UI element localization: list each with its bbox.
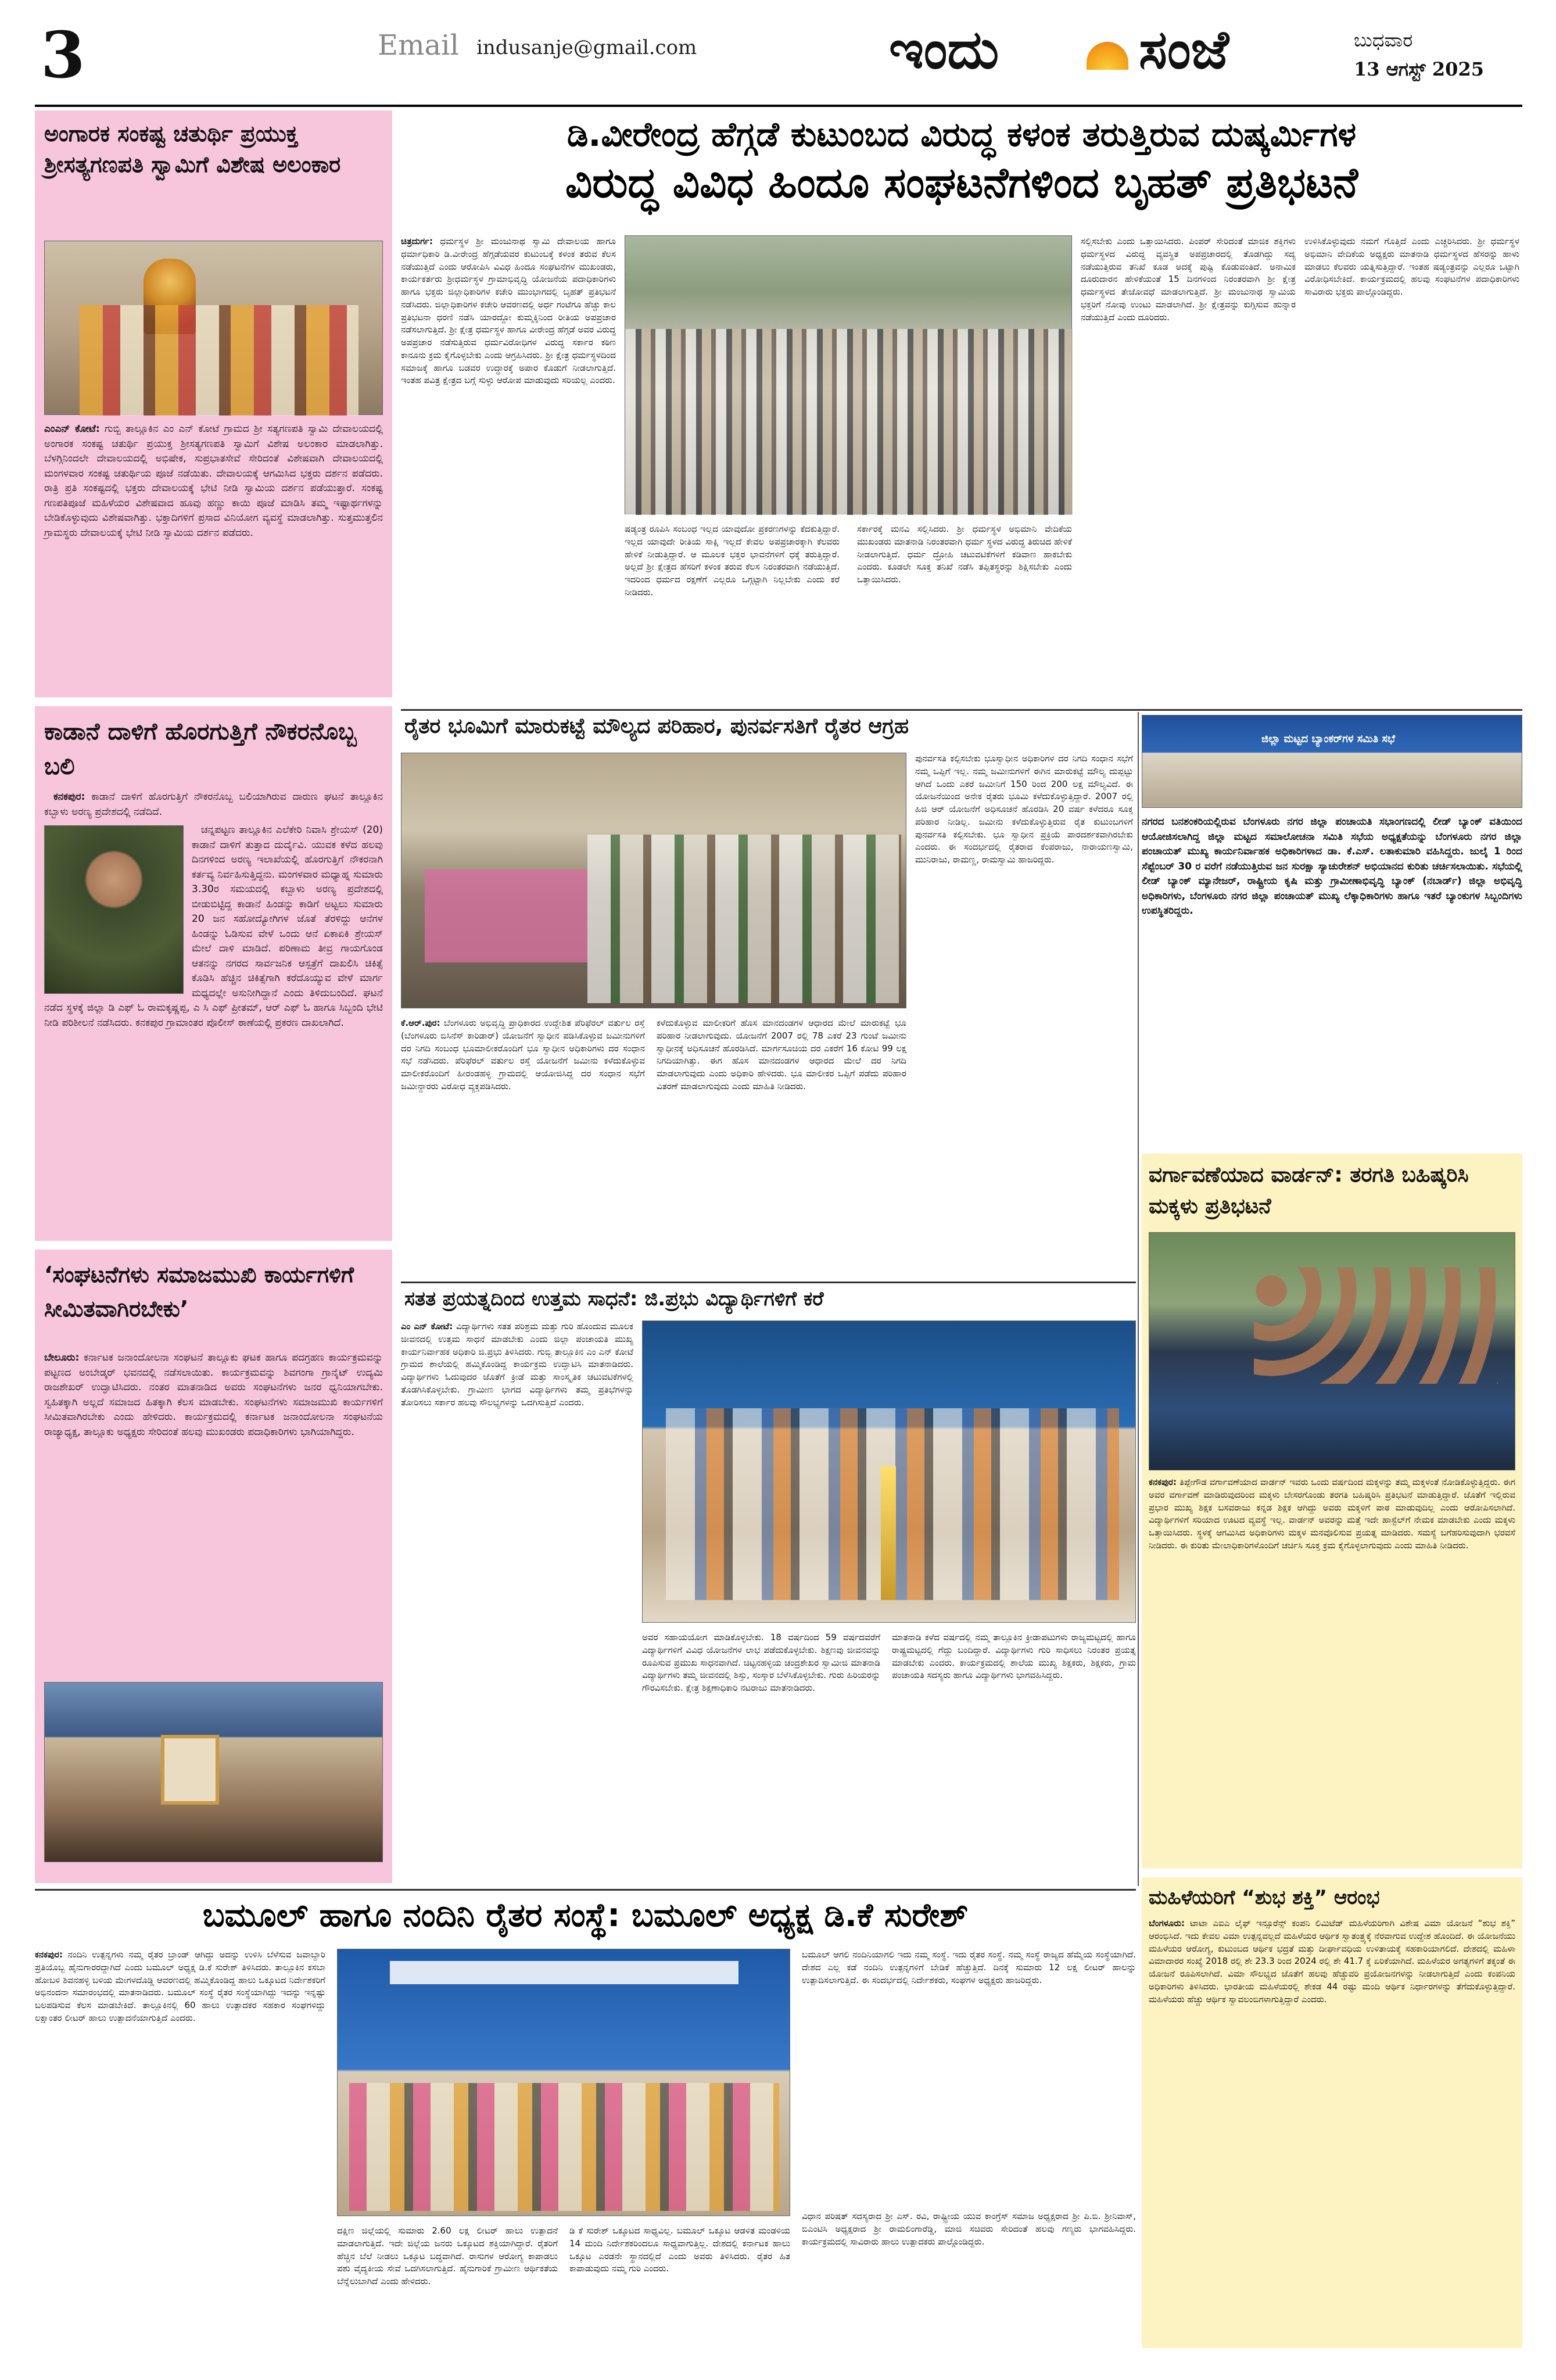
story-elephant-headline: ಕಾಡಾನೆ ದಾಳಿಗೆ ಹೊರಗುತ್ತಿಗೆ ನೌಕರನೊಬ್ಬ ಬಲಿ [44,718,357,780]
logo-text-right: ಸಂಜೆ [1139,19,1229,81]
story-prabhu-col3: ಮಾತನಾಡಿ ಕಳೆದ ವರ್ಷದಲ್ಲಿ ನಮ್ಮ ತಾಲ್ಲೂಕಿನ ಕ್ರೀಡಾಪಟುಗಳು ರಾಜ್ಯಮಟ್ಟದಲ್ಲಿ ಹಾಗೂ ರಾಷ್ಟ್ರಮಟ್ಟದಲ್ಲಿ ಗೆದ್ದು ಬಂದಿದ್ದಾರೆ. ವಿದ್ಯಾರ್ಥಿಗಳು ಗುರಿ ಸಾಧಿಸಲು ನಿರಂತರ ಪ್ರಯತ್ನ ಮಾಡಬೇಕು ಎಂದರು. ಕಾರ್ಯಕ್ರಮದಲ್ಲಿ ಶಾಲೆಯ ಮುಖ್ಯ ಶಿಕ್ಷಕರು, ಶಿಕ್ಷಕರು, ಗ್ರಾಮ ಪಂಚಾಯತಿ ಸದಸ್ಯರು ಹಾಗೂ ವಿದ್ಯಾರ್ಥಿಗಳು ಭಾಗವಹಿಸಿದ್ದರು. [892,1632,1136,1681]
story-prabhu [401,1286,1136,1884]
divider-bamul [35,1889,1136,1891]
story-warden-headline: ವರ್ಗಾವಣೆಯಾದ ವಾರ್ಡನ್: ತರಗತಿ ಬಹಿಷ್ಕರಿಸಿ ಮಕ್ಕಳು ಪ್ರತಿಭಟನೆ [1149,1163,1469,1218]
photo-victim [44,825,184,994]
officials-table [425,869,587,962]
story-raitara-col1: ಕೆ.ಆರ್.ಪುರ: ಬೆಂಗಳೂರು ಅಭಿವೃದ್ಧಿ ಪ್ರಾಧಿಕಾರದ ಉದ್ದೇಶಿತ ಪೆರಿಫೆರಲ್ ವರ್ತುಲ ರಸ್ತೆ (ಬೆಂಗಳೂರು ಬಿಸಿನೆಸ್ ಕಾರಿಡಾರ್) ಯೋಜನೆಗೆ ಸ್ವಾಧೀನ ಪಡಿಸಿಕೊಳ್ಳುವ ಜಮೀನುಗಳಿಗೆ ದರ ನಿಗದಿ ಸಂಬಂಧ ಭೂಮಾಲೀಕರೊಂದಿಗೆ ಭೂ ಸ್ವಾಧೀನ ಅಧಿಕಾರಿಗಳು ದರ ಸಂಧಾನ ಸಭೆ ನಡೆಸಿದರು. ಪೆರಿಫೆರಲ್ ವರ್ತುಲ ರಸ್ತೆ ಯೋಜನೆಗೆ ಜಮೀನು ಕಳೆದುಕೊಳ್ಳುವ ಮಾಲೀಕರೊಂದಿಗೆ ಹೀರಂಡಹಳ್ಳಿ ಗ್ರಾಮದಲ್ಲಿ ಆಯೋಜಿಸಿದ್ದ ದರ ಸಂಧಾನ ಸಭೆಗೆ ಜಮೀನ್ದಾರರು ವಿರೋಧ ವ್ಯಕ್ತಪಡಿಸಿದರು. [401,1018,645,1091]
story-bamul-col5: ವಿಧಾನ ಪರಿಷತ್ ಸದಸ್ಯರಾದ ಶ್ರೀ ಎಸ್. ರವಿ, ರಾಷ್ಟ್ರೀಯ ಯುವ ಕಾಂಗ್ರೆಸ್ ಸಮಾಜ ಅಧ್ಯಕ್ಷರಾದ ಶ್ರೀ ಪಿ.ಬಿ. ಶ್ರೀನಿವಾಸ್, ಬಿಎಂಟಿಸಿ ಅಧ್ಯಕ್ಷರಾದ ಶ್ರೀ ರಾಮಲಿಂಗಾರೆಡ್ಡಿ, ಮಾಜಿ ಸಚಿವರು ಸೇರಿದಂತೆ ಹಲವು ಗಣ್ಯರು ಭಾಗವಹಿಸಿದ್ದರು. ಕಾರ್ಯಕ್ರಮದಲ್ಲಿ ಸಾವಿರಾರು ಹಾಲು ಉತ್ಪಾದಕರು ಪಾಲ್ಗೊಂಡಿದ್ದರು. [802,2211,1136,2247]
logo-text-left: ಇಂದು [889,19,999,81]
story-bamul-col1: ಕನಕಪುರ: ನಂದಿನಿ ಉತ್ಪನ್ನಗಳು ನಮ್ಮ ರೈತರ ಬ್ರಾಂಡ್ ಆಗಿದ್ದು ಅದನ್ನು ಉಳಿಸಿ ಬೆಳೆಸುವ ಜವಾಬ್ದಾರಿ ಪ್ರತಿಯೊಬ್ಬ ಹೈನುಗಾರರದ್ದಾಗಿದೆ ಎಂದು ಬಮೂಲ್ ಅಧ್ಯಕ್ಷ ಡಿ.ಕೆ ಸುರೇಶ್ ತಿಳಿಸಿದರು. ತಾಲ್ಲೂಕಿನ ಕಸಬಾ ಹೋಬಳಿ ಶಿವನಹಳ್ಳಿ ಬಳಿಯ ಮೇಗಳದೊಡ್ಡಿ ಆವರಣದಲ್ಲಿ ಹಮ್ಮಿಕೊಂಡಿದ್ದ ಹಾಲು ಒಕ್ಕೂಟದ ನಿರ್ದೇಶಕರಿಗೆ ಅಭಿನಂದನಾ ಸಮಾರಂಭದಲ್ಲಿ ಮಾತನಾಡಿದರು. ಬಮೂಲ್ ಸಂಸ್ಥೆ ರೈತರ ಸಂಸ್ಥೆಯಾಗಿದ್ದು ಇದನ್ನು ಇನ್ನಷ್ಟು ಬಲಪಡಿಸುವ ಕೆಲಸ ಮಾಡಬೇಕಿದೆ. ತಾಲ್ಲೂಕಿನಲ್ಲಿ 60 ಹಾಲು ಉತ್ಪಾದಕರ ಸಹಕಾರ ಸಂಘಗಳಿದ್ದು ಲಕ್ಷಾಂತರ ಲೀಟರ್ ಹಾಲು ಉತ್ಪಾದನೆಯಾಗುತ್ತಿದೆ ಎಂದರು. [35,1949,325,2023]
story-bamul-col4: ಬಮೂಲ್ ಆಗಲಿ ನಂದಿನಿಯಾಗಲಿ ಇದು ನಮ್ಮ ಸಂಸ್ಥೆ. ಇದು ರೈತರ ಸಂಸ್ಥೆ. ನಮ್ಮ ಸಂಸ್ಥೆ ರಾಜ್ಯದ ಹೆಮ್ಮೆಯ ಸಂಸ್ಥೆಯಾಗಿದೆ. ದೇಶದ ಎಲ್ಲ ಕಡೆ ನಂದಿನಿ ಉತ್ಪನ್ನಗಳಿಗೆ ಬೇಡಿಕೆ ಹೆಚ್ಚುತ್ತಿದೆ. ದಿನಕ್ಕೆ ಸುಮಾರು 12 ಲಕ್ಷ ಲೀಟರ್ ಹಾಲನ್ನು ಉತ್ಪಾದಿಸಲಾಗುತ್ತಿದೆ. ಈ ಸಂದರ್ಭದಲ್ಲಿ ನಿರ್ದೇಶಕರು, ಸಂಘಗಳ ಅಧ್ಯಕ್ಷರು ಹಾಜರಿದ್ದರು. [802,1949,1136,1985]
farmers-seated [587,835,901,1003]
photo-temple-alankara [44,241,383,415]
story-raitara-headline: ರೈತರ ಭೂಮಿಗೆ ಮಾರುಕಟ್ಟೆ ಮೌಲ್ಯದ ಪರಿಹಾರ, ಪುನರ್ವಸತಿಗೆ ರೈತರ ಆಗ್ರಹ [404,714,909,738]
photo-farmers-meeting [401,753,906,1008]
photo-bamul-felicitation [337,1949,790,2216]
lead-col2: ಷಡ್ಯಂತ್ರ ರೂಪಿಸಿ ಸಂಬಂಧ ಇಲ್ಲದ ಯಾವುದೋ ಪ್ರಕರಣಗಳನ್ನು ಕೆದಕುತ್ತಿದ್ದಾರೆ. ಇಲ್ಲದ ಯಾವುದೇ ರೀತಿಯ ಸಾಕ್ಷಿ ಇಲ್ಲದೆ ಕೇವಲ ಅಪಪ್ರಚಾರಕ್ಕಾಗಿ ಕೆಲವರು ಹೇಳಿಕೆ ನೀಡುತ್ತಿದ್ದಾರೆ. ಆ ಮೂಲಕ ಭಕ್ತರ ಭಾವನೆಗಳಿಗೆ ಧಕ್ಕೆ ತರುತ್ತಿದ್ದಾರೆ. ಅಲ್ಲದೆ ಶ್ರೀ ಕ್ಷೇತ್ರದ ಹೆಸರಿಗೆ ಕಳಂಕ ತರುವ ಕೆಲಸ ನಿರಂತರವಾಗಿ ನಡೆಯುತ್ತಿದೆ. ಇದರಿಂದ ಧರ್ಮದ ರಕ್ಷಣೆಗೆ ಎಲ್ಲರೂ ಒಗ್ಗಟ್ಟಾಗಿ ನಿಲ್ಲಬೇಕು ಎಂದು ಕರೆ ನೀಡಿದರು. [625,524,840,597]
lead-col3: ಸರ್ಕಾರಕ್ಕೆ ಮನವಿ ಸಲ್ಲಿಸಿದರು. ಶ್ರೀ ಧರ್ಮಸ್ಥಳ ಅಭಿಮಾನಿ ವೇದಿಕೆಯ ಮುಖಂಡರು ಮಾತನಾಡಿ ನಿರಂತರವಾಗಿ ಧರ್ಮ ಸ್ಥಳದ ವಿರುದ್ಧ ತಿರುಚಿದ ಹೇಳಿಕೆ ನೀಡಲಾಗುತ್ತಿದೆ. ಧರ್ಮ ದ್ರೋಹಿ ಚಟುವಟಿಕೆಗಳಿಗೆ ಕಡಿವಾಣ ಹಾಕಬೇಕು ಎಂದರು. ಕೂಡಲೇ ಸೂಕ್ತ ತನಿಖೆ ನಡೆಸಿ ತಪ್ಪಿತಸ್ಥರನ್ನು ಶಿಕ್ಷಿಸಬೇಕು ಎಂದು ಒತ್ತಾಯಿಸಿದರು. [857,524,1072,585]
student-faces [1254,1268,1498,1384]
felicitation-group [349,2083,779,2211]
story-warden-body: ಕನಕಪುರ: ತಿಪ್ಪೇಗೌಡ ವರ್ಗಾವಣೆಯಾದ ವಾರ್ಡನ್ ಇವರು ಒಂದು ವರ್ಷದಿಂದ ಮಕ್ಕಳನ್ನು ತಮ್ಮ ಮಕ್ಕಳಂತೆ ನೋಡಿಕೊಳ್ಳುತ್ತಿದ್ದರು. ಈಗ ಅವರ ವರ್ಗಾವಣೆ ಮಾಡಿರುವುದರಿಂದ ಮಕ್ಕಳು ಬೇಸರಗೊಂಡು ತರಗತಿ ಬಹಿಷ್ಕರಿಸಿ ಪ್ರತಿಭಟನೆ ಮಾಡುತ್ತಿದ್ದಾರೆ. ಜೊತೆಗೆ ಇಲ್ಲಿರುವ ಪ್ರಭಾರ ಮುಖ್ಯ ಶಿಕ್ಷಕ ಬಸವರಾಜು ಕನ್ನಡ ಶಿಕ್ಷಕ ಆಗಿದ್ದು ಅವರು ಮಕ್ಕಳಿಗೆ ಪಾಠ ಮಾಡುವುದಿಲ್ಲ ಎಂದು ಆರೋಪಿಸಲಾಗಿದೆ. ವಿದ್ಯಾರ್ಥಿಗಳಿಗೆ ಸರಿಯಾದ ಊಟದ ವ್ಯವಸ್ಥೆ ಇಲ್ಲ. ವಾರ್ಡನ್ ಅವರನ್ನು ಮತ್ತೆ ಇದೇ ಹಾಸ್ಟೆಲ್‌ಗೆ ನೇಮಕ ಮಾಡಬೇಕು ಎಂದು ಮಕ್ಕಳು ಒತ್ತಾಯಿಸಿದರು. ಸ್ಥಳಕ್ಕೆ ಆಗಮಿಸಿದ ಅಧಿಕಾರಿಗಳು ಮಕ್ಕಳ ಮನವೊಲಿಸುವ ಪ್ರಯತ್ನ ಮಾಡಿದರು. ಸಮಸ್ಯೆ ಬಗೆಹರಿಸುವುದಾಗಿ ಭರವಸೆ ನೀಡಿದರು. ಈ ಕುರಿತು ಮೇಲಾಧಿಕಾರಿಗಳೊಂದಿಗೆ ಚರ್ಚಿಸಿ ಸೂಕ್ತ ಕ್ರಮ ಕೈಗೊಳ್ಳಲಾಗುವುದು ಎಂದು ಮಾಹಿತಿ ನೀಡಿದರು. [1149,1477,1515,1551]
portrait-frame [161,1735,219,1805]
lead-headline-line2: ವಿರುದ್ಧ ವಿವಿಧ ಹಿಂದೂ ಸಂಘಟನೆಗಳಿಂದ ಬೃಹತ್ ಪ್ರತಿಭಟನೆ [565,158,1358,207]
photo-lamp-lighting [642,1320,1136,1623]
photo-students-protest [1149,1232,1515,1470]
story-prabhu-col2: ಅವರ ಸಹಾಯಯೋಗ ಮಾಡಿಕೊಳ್ಳಬೇಕು. 18 ವರ್ಷದಿಂದ 59 ವರ್ಷದವರೆಗೆ ವಿದ್ಯಾರ್ಥಿಗಳಿಗೆ ವಿವಿಧ ಯೋಜನೆಗಳ ಲಾಭ ಪಡೆದುಕೊಳ್ಳಬೇಕು. ಶಿಕ್ಷಣವು ಜೀವನವನ್ನು ರೂಪಿಸುವ ಪ್ರಮುಖ ಸಾಧನವಾಗಿದೆ. ಚಿಟ್ಟನಹಳ್ಳಿಯ ಚಂದ್ರಶೇಖರ ಸ್ವಾಮೀಜಿ ಮಾತನಾಡಿ ವಿದ್ಯಾರ್ಥಿಗಳು ತಮ್ಮ ಜೀವನದಲ್ಲಿ ಶಿಸ್ತು, ಸಂಸ್ಕಾರ ಬೆಳೆಸಿಕೊಳ್ಳಬೇಕು. ಗುರು ಹಿರಿಯರನ್ನು ಗೌರವಿಸಬೇಕು. ಕ್ಷೇತ್ರ ಶಿಕ್ಷಣಾಧಿಕಾರಿ ನಟರಾಜು ಮಾತನಾಡಿದರು. [642,1632,880,1693]
masthead-logo [889,17,1325,93]
story-shubha-body: ಬೆಂಗಳೂರು: ಟಾಟಾ ಎಐಎ ಲೈಫ್ ಇನ್ಸೂರೆನ್ಸ್ ಕಂಪನಿ ಲಿಮಿಟೆಡ್ ಮಹಿಳೆಯರಿಗಾಗಿ ವಿಶೇಷ ವಿಮಾ ಯೋಜನೆ “ಶುಭ ಶಕ್ತಿ” ಆರಂಭಿಸಿದೆ. ಇದು ಕೇವಲ ವಿಮಾ ಉತ್ಪನ್ನವಲ್ಲದೆ ಮಹಿಳೆಯರ ಆರ್ಥಿಕ ಸ್ವಾತಂತ್ರ್ಯಕ್ಕೆ ನೆರವಾಗುವ ಉದ್ದೇಶ ಹೊಂದಿದೆ. ಈ ಯೋಜನೆಯು ಮಹಿಳೆಯರ ಆರೋಗ್ಯ, ಕುಟುಂಬದ ಆರ್ಥಿಕ ಭದ್ರತೆ ಮತ್ತು ದೀರ್ಘಾವಧಿಯ ಉಳಿತಾಯಕ್ಕೆ ಸಹಕಾರಿಯಾಗಲಿದೆ. ದೇಶದಲ್ಲಿ ಮಹಿಳಾ ವಿಮಾದಾರರ ಸಂಖ್ಯೆ 2018 ರಲ್ಲಿ ಶೇ 23.3 ರಿಂದ 2024 ರಲ್ಲಿ ಶೇ 41.7 ಕ್ಕೆ ಏರಿಕೆಯಾಗಿದೆ. ಮಹಿಳೆಯರ ಅಗತ್ಯಗಳಿಗೆ ತಕ್ಕಂತೆ ಈ ಯೋಜನೆ ರೂಪಿಸಲಾಗಿದೆ. ವಿಮಾ ಸೌಲಭ್ಯದ ಜೊತೆಗೆ ಹಲವು ಹೆಚ್ಚುವರಿ ಪ್ರಯೋಜನಗಳನ್ನು ನೀಡಲಾಗುತ್ತಿದೆ ಎಂದು ಕಂಪನಿಯ ಅಧಿಕಾರಿಗಳು ತಿಳಿಸಿದರು. ಭಾರತೀಯ ಮಹಿಳೆಯರಲ್ಲಿ ಶೇಕಡ 44 ರಷ್ಟು ಮಂದಿ ಆರ್ಥಿಕ ನಿರ್ಧಾರಗಳನ್ನು ತೆಗೆದುಕೊಳ್ಳುತ್ತಿದ್ದಾರೆ. ಮಹಿಳೆಯರು ಹೆಚ್ಚು ಆರ್ಥಿಕ ಸ್ವಾವಲಂಬಿಗಳಾಗುತ್ತಿದ್ದಾರೆ ಎಂದರು. [1149,1918,1515,2005]
story-sanghatane [35,1250,392,1883]
lead-col1: ಚಿತ್ರದುರ್ಗ: ಧರ್ಮಸ್ಥಳ ಶ್ರೀ ಮಂಜುನಾಥ ಸ್ವಾಮಿ ದೇವಾಲಯ ಹಾಗೂ ಧರ್ಮಾಧಿಕಾರಿ ಡಿ.ವೀರೇಂದ್ರ ಹೆಗ್ಗಡೆಯವರ ಕುಟುಂಬಕ್ಕೆ ಕಳಂಕ ತರುವ ಕೆಲಸ ನಡೆಯುತ್ತಿದೆ ಎಂದು ಆರೋಪಿಸಿ ವಿವಿಧ ಹಿಂದೂ ಸಂಘಟನೆಗಳ ಮುಖಂಡರು, ಕಾರ್ಯಕರ್ತರು ಶ್ರೀಧರ್ಮಸ್ಥಳ ಗ್ರಾಮಾಭಿವೃದ್ಧಿ ಯೋಜನೆಯ ಪದಾಧಿಕಾರಿಗಳು ಹಾಗೂ ಭಕ್ತರು ಜಿಲ್ಲಾಧಿಕಾರಿಗಳ ಕಚೇರಿ ಮುಂಭಾಗದಲ್ಲಿ ಬೃಹತ್ ಪ್ರತಿಭಟನೆ ನಡೆಸಿದರು. ಜಿಲ್ಲಾಧಿಕಾರಿಗಳ ಕಚೇರಿ ಆವರಣದಲ್ಲಿ ಅರ್ಧ ಗಂಟೆಗೂ ಹೆಚ್ಚು ಕಾಲ ಪ್ರತಿಭಟನಾ ಧರಣಿ ನಡೆಸಿ ಯಾರದ್ದೋ ಕುಮ್ಮಕ್ಕಿನಿಂದ ರೀತಿಯ ಅಪಪ್ರಚಾರ ನಡೆಸಲಾಗುತ್ತಿದೆ. ಶ್ರೀ ಕ್ಷೇತ್ರ ಧರ್ಮಸ್ಥಳ ಹಾಗೂ ವೀರೇಂದ್ರ ಹೆಗ್ಗಡೆ ಅವರ ವಿರುದ್ಧ ಅಪಪ್ರಚಾರ ನಡೆಸುತ್ತಿರುವ ಧರ್ಮವಿರೋಧಿಗಳ ವಿರುದ್ಧ ಸರ್ಕಾರ ಕಠಿಣ ಕಾನೂನು ಕ್ರಮ ಕೈಗೊಳ್ಳಬೇಕು ಎಂದು ಆಗ್ರಹಿಸಿದರು. ಶ್ರೀ ಕ್ಷೇತ್ರ ಧರ್ಮಸ್ಥಳದಿಂದ ಸಮಾಜಕ್ಕೆ ಹಾಗೂ ಬಡವರ ಉದ್ಧಾರಕ್ಕೆ ಅಪಾರ ಕೊಡುಗೆ ನೀಡಲಾಗುತ್ತಿದೆ. ಇಂತಹ ಪವಿತ್ರ ಕ್ಷೇತ್ರದ ಬಗ್ಗೆ ಸುಳ್ಳು ಆರೋಪ ಮಾಡುವುದು ಸರಿಯಲ್ಲ ಎಂದರು. [401,236,616,386]
story-nabard-body: ನಗರದ ಬನಶಂಕರಿಯಲ್ಲಿರುವ ಬೆಂಗಳೂರು ನಗರ ಜಿಲ್ಲಾ ಪಂಚಾಯತಿ ಸಭಾಂಗಣದಲ್ಲಿ ಲೀಡ್ ಬ್ಯಾಂಕ್ ವತಿಯಿಂದ ಆಯೋಜಿಸಲಾಗಿದ್ದ ಜಿಲ್ಲಾ ಮಟ್ಟದ ಸಮಾಲೋಚನಾ ಸಮಿತಿ ಸಭೆಯ ಅಧ್ಯಕ್ಷತೆಯನ್ನು ಬೆಂಗಳೂರು ನಗರ ಜಿಲ್ಲಾ ಪಂಚಾಯತ್ ಮುಖ್ಯ ಕಾರ್ಯನಿರ್ವಾಹಕ ಅಧಿಕಾರಿಗಳಾದ ಡಾ. ಕೆ.ಎಸ್. ಲತಾಕುಮಾರಿ ವಹಿಸಿದ್ದರು. ಜುಲೈ 1 ರಿಂದ ಸೆಪ್ಟೆಂಬರ್ 30 ರ ವರೆಗೆ ನಡೆಯುತ್ತಿರುವ ಜನ ಸುರಕ್ಷಾ ಸ್ಯಾಚುರೇಶನ್ ಅಭಿಯಾನದ ಕುರಿತು ಚರ್ಚಿಸಲಾಯಿತು. ಸಭೆಯಲ್ಲಿ ಲೀಡ್ ಬ್ಯಾಂಕ್ ಮ್ಯಾನೇಜರ್, ರಾಷ್ಟ್ರೀಯ ಕೃಷಿ ಮತ್ತು ಗ್ರಾಮೀಣಾಭಿವೃದ್ಧಿ ಬ್ಯಾಂಕ್ (ನಬಾರ್ಡ್) ಜಿಲ್ಲಾ ಅಭಿವೃದ್ಧಿ ಅಧಿಕಾರಿಗಳು, ಬೆಂಗಳೂರು ನಗರ ಜಿಲ್ಲಾ ಪಂಚಾಯತ್ ಮುಖ್ಯ ಲೆಕ್ಕಾಧಿಕಾರಿಗಳು ಹಾಗೂ ಇತರೆ ಬ್ಯಾಂಕುಗಳ ಸಿಬ್ಬಂದಿಗಳು ಉಪಸ್ಥಿತರಿದ್ದರು. [1142,816,1522,917]
masthead [0,0,1556,110]
story-sanghatane-body: ಬೇಲೂರು: ಕರ್ನಾಟಕ ಜನಾಂದೋಲನಾ ಸಂಘಟನೆ ತಾಲ್ಲೂಕು ಘಟಕ ಹಾಗೂ ಪದಗ್ರಹಣ ಕಾರ್ಯಕ್ರಮವನ್ನು ಪಟ್ಟಣದ ಅಂಬೇಡ್ಕರ್ ಭವನದಲ್ಲಿ ನಡೆಸಲಾಯಿತು. ಕಾರ್ಯಕ್ರಮವನ್ನು ಶಿವಗಂಗಾ ಗ್ರಾನೈಟ್ ಉದ್ಯಮಿ ರಾಜಶೇಖರ್ ಉದ್ಘಾಟಿಸಿದರು. ನಂತರ ಮಾತನಾಡಿದ ಅವರು ಸಂಘಟನೆಗಳು ಜನರ ಧ್ವನಿಯಾಗಬೇಕು. ಸ್ವಹಿತಕ್ಕಾಗಿ ಅಲ್ಲದೆ ಸಮಾಜದ ಹಿತಕ್ಕಾಗಿ ಕೆಲಸ ಮಾಡಬೇಕು. ಸಂಘಟನೆಗಳು ಸಮಾಜಮುಖಿ ಕಾರ್ಯಗಳಿಗೆ ಸೀಮಿತವಾಗಿರಬೇಕು ಎಂದು ಹೇಳಿದರು. ಕಾರ್ಯಕ್ರಮದಲ್ಲಿ ಕರ್ನಾಟಕ ಜನಾಂದೋಲನಾ ಸಂಘಟನೆಯ ರಾಜ್ಯಾಧ್ಯಕ್ಷ, ತಾಲ್ಲೂಕು ಅಧ್ಯಕ್ಷರು ಸೇರಿದಂತೆ ಹಲವು ಮುಖಂಡರು ಪದಾಧಿಕಾರಿಗಳು ಭಾಗಿಯಾಗಿದ್ದರು. [44,1352,383,1438]
masthead-day: ಬುಧವಾರ [1354,29,1413,51]
story-sanghatane-headline: ‘ಸಂಘಟನೆಗಳು ಸಮಾಜಮುಖಿ ಕಾರ್ಯಗಳಿಗೆ ಸೀಮಿತವಾಗಿರಬೇಕು’ [44,1262,354,1322]
story-angaraka-body: ಎಂಎನ್ ಕೋಟೆ: ಗುಬ್ಬಿ ತಾಲ್ಲೂಕಿನ ಎಂ ಎನ್ ಕೋಟೆ ಗ್ರಾಮದ ಶ್ರೀ ಸತ್ಯಗಣಪತಿ ಸ್ವಾಮಿ ದೇವಾಲಯದಲ್ಲಿ ಅಂಗಾರಕ ಸಂಕಷ್ಟ ಚತುರ್ಥಿ ಪ್ರಯುಕ್ತ ಶ್ರೀಸತ್ಯಗಣಪತಿ ಸ್ವಾಮಿಗೆ ವಿಶೇಷ ಅಲಂಕಾರ ಮಾಡಲಾಗಿತ್ತು. ಬೆಳಗ್ಗಿನಿಂದಲೇ ದೇವಾಲಯದಲ್ಲಿ ಅಭಿಷೇಕ, ಸುಪ್ರಭಾತಸೇವೆ ಸೇರಿದಂತೆ ವಿಶೇಷವಾಗಿ ದೇವಾಲಯದಲ್ಲಿ ಮಂಗಳವಾರ ಸಂಕಷ್ಟ ಚತುರ್ಥಿಯ ಪೂಜೆ ನಡೆಯಿತು. ದೇವಾಲಯಕ್ಕೆ ಆಗಮಿಸಿದ ಭಕ್ತರು ದರ್ಶನ ಪಡೆದರು. ರಾತ್ರಿ ಪ್ರತಿ ಸಂಕಷ್ಟದಲ್ಲಿ ಭಕ್ತರು ದೇವಾಲಯಕ್ಕೆ ಭೇಟಿ ನೀಡಿ ಸ್ವಾಮಿಯ ದರ್ಶನ ಪಡೆಯುತ್ತಾರೆ. ಸಂಕಷ್ಟ ಗಣಪತಿಪೂಜೆ ಮಹಿಳೆಯರ ವಿಶೇಷವಾದ ಹೂವು ಹಣ್ಣು ಕಾಯಿ ಪೂಜೆ ಮಾಡಿಸಿ ತಮ್ಮ ಇಷ್ಟಾರ್ಥಗಳನ್ನು ಬೇಡಿಕೊಳ್ಳುವುದು ವಿಶೇಷವಾಗಿತ್ತು. ಭಕ್ತಾದಿಗಳಿಗೆ ಪ್ರಸಾದ ವಿನಿಯೋಗ ವ್ಯವಸ್ಥೆ ಮಾಡಲಾಗಿತ್ತು. ಸುತ್ತಮುತ್ತಲಿನ ಗ್ರಾಮಸ್ಥರು ದೇವಾಲಯಕ್ಕೆ ಭೇಟಿ ನೀಡಿ ಸ್ವಾಮಿಯ ದರ್ಶನ ಪಡೆದರು. [44,423,383,539]
story-nabard [1142,715,1522,1145]
email-address: indusanje@gmail.com [476,36,697,59]
sun-icon [1087,42,1128,70]
story-bamul-col2: ದಕ್ಷಿಣ ಜಿಲ್ಲೆಯಲ್ಲಿ ಸುಮಾರು 2.60 ಲಕ್ಷ ಲೀಟರ್ ಹಾಲು ಉತ್ಪಾದನೆ ಮಾಡಲಾಗುತ್ತಿದೆ. ಇದೇ ಜಿಲ್ಲೆಯ ಜನರು ಒಕ್ಕೂಟದ ಶಕ್ತಿಯಾಗಿದ್ದಾರೆ. ರೈತರಿಗೆ ಹೆಚ್ಚಿನ ಬೆಲೆ ನೀಡಲು ಒಕ್ಕೂಟ ಬದ್ಧವಾಗಿದೆ. ರಾಸುಗಳ ಆರೋಗ್ಯ ಕಾಪಾಡಲು ಪಶು ವೈದ್ಯಕೀಯ ಸೇವೆ ಒದಗಿಸಲಾಗುತ್ತಿದೆ. ಹೈನುಗಾರಿಕೆ ಗ್ರಾಮೀಣ ಆರ್ಥಿಕತೆಯ ಬೆನ್ನೆಲುಬಾಗಿದೆ ಎಂದು ಹೇಳಿದರು. [337,2225,558,2286]
story-shubha-headline: ಮಹಿಳೆಯರಿಗೆ “ಶುಭ ಶಕ್ತಿ” ಆರಂಭ [1149,1886,1380,1909]
photo-protest-crowd [625,235,1072,514]
lead-col4: ಸಲ್ಲಿಸಬೇಕು ಎಂದು ಒತ್ತಾಯಿಸಿದರು. ಪಿಂಪರ್ ಸೇರಿದಂತೆ ಮಾಜಿಕ ಶಕ್ತಿಗಳು ಧರ್ಮಸ್ಥಳದ ವಿರುದ್ಧ ವ್ಯವಸ್ಥಿತ ಅಪಪ್ರಚಾರದಲ್ಲಿ ತೊಡಗಿದ್ದು ಸದ್ಯ ನಡೆಯುತ್ತಿರುವ ತನಿಖೆ ಕೂಡ ಅದಕ್ಕೆ ಪುಷ್ಟಿ ಕೊಡುವಂತಿದೆ. ಅನಾಮಿಕ ದೂರುದಾರನ ಹೇಳಿಕೆಯಂತೆ 15 ದಿನಗಳಿಂದ ನಿರಂತರವಾಗಿ ಶ್ರೀ ಕ್ಷೇತ್ರ ಧರ್ಮಸ್ಥಳದ ತೇಜೋವಧೆ ಮಾಡಲಾಗುತ್ತಿದೆ. ಶ್ರೀ ಮಂಜುನಾಥ ಸ್ವಾಮಿಯ ಭಕ್ತರಿಗೆ ನೋವು ಉಂಟು ಮಾಡಲಾಗಿದೆ. ಶ್ರೀ ಕ್ಷೇತ್ರವನ್ನು ಕುಗ್ಗಿಸುವ ಹುನ್ನಾರ ನಡೆಯುತ್ತಿದೆ ಎಂದು ದೂರಿದರು. [1081,236,1296,323]
story-prabhu-col1: ಎಂ ಎನ್ ಕೋಟೆ: ವಿದ್ಯಾರ್ಥಿಗಳು ಸತತ ಪರಿಶ್ರಮ ಮತ್ತು ಗುರಿ ಹೊಂದುವ ಮೂಲಕ ಜೀವನದಲ್ಲಿ ಉತ್ತಮ ಸಾಧನೆ ಮಾಡಬೇಕು ಎಂದು ಜಿಲ್ಲಾ ಪಂಚಾಯತಿ ಮುಖ್ಯ ಕಾರ್ಯನಿರ್ವಾಹಕ ಅಧಿಕಾರಿ ಜಿ.ಪ್ರಭು ತಿಳಿಸಿದರು. ಗುಬ್ಬಿ ತಾಲ್ಲೂಕಿನ ಎಂ ಎನ್ ಕೋಟೆ ಗ್ರಾಮದ ಶಾಲೆಯಲ್ಲಿ ಹಮ್ಮಿಕೊಂಡಿದ್ದ ಕಾರ್ಯಕ್ರಮ ಉದ್ಘಾಟಿಸಿ ಮಾತನಾಡಿದರು. ವಿದ್ಯಾರ್ಥಿಗಳು ಓದುವುದರ ಜೊತೆಗೆ ಕ್ರೀಡೆ ಮತ್ತು ಸಾಂಸ್ಕೃತಿಕ ಚಟುವಟಿಕೆಗಳಲ್ಲಿ ತೊಡಗಿಸಿಕೊಳ್ಳಬೇಕು. ಗ್ರಾಮೀಣ ಭಾಗದ ವಿದ್ಯಾರ್ಥಿಗಳು ತಮ್ಮ ಪ್ರತಿಭೆಗಳನ್ನು ತೋರಿಸಲು ಸರ್ಕಾರ ಹಲವು ಸೌಲಭ್ಯಗಳನ್ನು ಒದಗಿಸುತ್ತಿದೆ ಎಂದರು. [401,1321,633,1408]
story-bamul-col3: ಡಿ ಕೆ ಸುರೇಶ್ ಒಕ್ಕೂಟದ ಸಾಧ್ಯವಿಲ್ಲ. ಬಮೂಲ್ ಒಕ್ಕೂಟ ಆಡಳಿತ ಮಂಡಳಿಯ 14 ಮಂದಿ ನಿರ್ದೇಶಕರಿಂದಲೂ ಸಾಧ್ಯವಾಗುತ್ತಿಲ್ಲ. ದೇಶದಲ್ಲಿ ಕರ್ನಾಟಕ ಹಾಲು ಒಕ್ಕೂಟ ಎರಡನೇ ಸ್ಥಾನದಲ್ಲಿದೆ ಎಂದು ಅವರು ತಿಳಿಸಿದರು. ರೈತರ ಹಿತ ಕಾಪಾಡುವುದು ನಮ್ಮ ಗುರಿ ಎಂದರು. [569,2225,790,2274]
divider-right [1138,712,1139,1886]
lead-col5: ಉಳಿಸಿಕೊಳ್ಳುವುದು ನಮಗೆ ಗೊತ್ತಿದೆ ಎಂದು ಎಚ್ಚರಿಸಿದರು. ಶ್ರೀ ಧರ್ಮಸ್ಥಳ ಅಭಿಮಾನಿ ವೇದಿಕೆಯ ಅಧ್ಯಕ್ಷರು ಮಾತನಾಡಿ ಧರ್ಮಸ್ಥಳದ ಹೆಸರನ್ನು ಹಾಳು ಮಾಡಲು ಕೆಲವರು ಯತ್ನಿಸುತ್ತಿದ್ದಾರೆ. ಇಂತಹ ಷಡ್ಯಂತ್ರವನ್ನು ಎಲ್ಲರೂ ಒಟ್ಟಾಗಿ ವಿರೋಧಿಸಬೇಕಿದೆ. ಕಾರ್ಯಕ್ರಮದಲ್ಲಿ ಹಲವು ಸಂಘಟನೆಗಳ ಪದಾಧಿಕಾರಿಗಳು ಸಾವಿರಾರು ಭಕ್ತರು ಪಾಲ್ಗೊಂಡಿದ್ದರು. [1304,236,1519,297]
email-label: Email [378,29,459,62]
story-raitara-col2: ಕಳೆದುಕೊಳ್ಳುವ ಮಾಲೀಕರಿಗೆ ಹೊಸ ಮಾನದಂಡಗಳ ಆಧಾರದ ಮೇಲೆ ಮಾರುಕಟ್ಟೆ ಭೂ ಪರಿಹಾರ ನೀಡಲಾಗುವುದು. ಯೋಜನೆಗೆ 2007 ರಲ್ಲಿ 78 ಎಕರೆ 23 ಗುಂಟೆ ಜಮೀನು ಸ್ವಾಧೀನಕ್ಕೆ ಅಧಿಸೂಚನೆ ಹೊರಡಿಸಿದೆ. ಮಾರ್ಗಸೂಚಿಯ ದರ ಎಕರೆಗೆ 16 ಕೋಟಿ 99 ಲಕ್ಷ ನಿಗದಿಯಾಗಿತ್ತು. ಈಗ ಹೊಸ ಮಾನದಂಡಗಳ ಆಧಾರದ ಮೇಲೆ ದರ ನಿಗದಿ ಮಾಡಲಾಗುವುದು ಎಂದು ಅಧಿಕಾರಿ ಹೇಳಿದರು. ಭೂ ಮಾಲೀಕರ ಒಪ್ಪಿಗೆ ಪಡೆದು ಪರಿಹಾರ ವಿತರಣೆ ಮಾಡಲಾಗುವುದು ಎಂದು ಮಾಹಿತಿ ನೀಡಿದರು. [657,1018,906,1091]
story-angaraka-headline: ಅಂಗಾರಕ ಸಂಕಷ್ಟ ಚತುರ್ಥಿ ಪ್ರಯುಕ್ತ ಶ್ರೀಸತ್ಯಗಣಪತಿ ಸ್ವಾಮಿಗೆ ವಿಶೇಷ ಅಲಂಕಾರ [44,121,341,178]
story-shubha-shakti [1142,1877,1522,2348]
lead-headline-line1: ಡಿ.ವೀರೇಂದ್ರ ಹೆಗ್ಗಡೆ ಕುಟುಂಬದ ವಿರುದ್ಧ ಕಳಂಕ ತರುತ್ತಿರುವ ದುಷ್ಕರ್ಮಿಗಳ [567,114,1357,154]
banner-text-strip [390,1961,738,1984]
story-raitara [401,712,1136,1279]
masthead-date: 13 ಆಗಸ್ಟ್ 2025 [1354,58,1484,80]
lead-story [401,113,1522,706]
divider-lead [401,709,1522,711]
story-bamul [35,1894,1136,2358]
story-raitara-right: ಪುನರ್ವಸತಿ ಕಲ್ಪಿಸಬೇಕು ಭೂಸ್ವಾಧೀನ ಅಧಿಕಾರಿಗಳ ದರ ನಿಗದಿ ಸಂಧಾನ ಸಭೆಗೆ ನಮ್ಮ ಒಪ್ಪಿಗೆ ಇಲ್ಲ. ನಮ್ಮ ಜಮೀನುಗಳಿಗೆ ಈಗಿನ ಮಾರುಕಟ್ಟೆ ಮೌಲ್ಯ ದುಪ್ಪಟ್ಟು ಆಗಿದೆ ಒಂದು ಎಕರೆ ಜಮೀನಿಗೆ 150 ರಿಂದ 200 ಲಕ್ಷ ಮೌಲ್ಯವಿದೆ. ಈ ಯೋಜನೆಯಿಂದ ಅನೇಕ ರೈತರು ಭೂಮಿ ಕಳೆದುಕೊಳ್ಳುತ್ತಿದ್ದಾರೆ. 2007 ರಲ್ಲಿ ಹಿಜಿ ಆರ್ ಯೋಜನೆಗೆ ಅಧಿಸೂಚನೆ ಹೊರಡಿಸಿ 20 ವರ್ಷ ಕಳೆದರೂ ಸೂಕ್ತ ಪರಿಹಾರ ನೀಡಿಲ್ಲ. ಜಮೀನು ಕಳೆದುಕೊಳ್ಳುತ್ತಿರುವ ರೈತ ಕುಟುಂಬಗಳಿಗೆ ಪುನರ್ವಸತಿ ಕಲ್ಪಿಸಬೇಕು. ಭೂ ಸ್ವಾಧೀನ ಪ್ರಕ್ರಿಯೆ ಪಾರದರ್ಶಕವಾಗಿರಬೇಕು ಎಂದರು. ಈ ಸಂದರ್ಭದಲ್ಲಿ ರೈತರಾದ ಕೆಂಪರಾಜು, ನಾರಾಯಣಸ್ವಾಮಿ, ಮುನಿರಾಜು, ರಾಮಣ್ಣ, ರಾಮಸ್ವಾಮಿ ಹಾಜರಿದ್ದರು. [915,753,1133,865]
devotees-group [80,305,358,416]
story-warden [1142,1154,1522,1869]
story-bamul-headline: ಬಮೂಲ್ ಹಾಗೂ ನಂದಿನಿ ರೈತರ ಸಂಸ್ಥೆ: ಬಮೂಲ್ ಅಧ್ಯಕ್ಷ ಡಿ.ಕೆ ಸುರೇಶ್ [202,1896,969,1934]
photo-banner-text: ಜಿಲ್ಲಾ ಮಟ್ಟದ ಬ್ಯಾಂಕರ್‌ಗಳ ಸಮಿತಿ ಸಭೆ [1261,733,1396,745]
crowd [625,329,1073,515]
story-elephant [35,706,392,1241]
masthead-rule [35,105,1522,107]
story-prabhu-headline: ಸತತ ಪ್ರಯತ್ನದಿಂದ ಉತ್ತಮ ಸಾಧನೆ: ಜಿ.ಪ್ರಭು ವಿದ್ಯಾರ್ಥಿಗಳಿಗೆ ಕರೆ [404,1287,824,1311]
story-elephant-body: ಕನಕಪುರ: ಕಾಡಾನೆ ದಾಳಿಗೆ ಹೊರಗುತ್ತಿಗೆ ನೌಕರನೊಬ್ಬ ಬಲಿಯಾಗಿರುವ ದಾರುಣ ಘಟನೆ ತಾಲ್ಲೂಕಿನ ಕಬ್ಬಾಳು ಅರಣ್ಯ ಪ್ರದೇಶದಲ್ಲಿ ನಡೆದಿದೆ. ಚನ್ನಪಟ್ಟಣ ತಾಲ್ಲೂಕಿನ ಎಲೆಕೇರಿ ನಿವಾಸಿ ಶ್ರೇಯಸ್ (20) ಕಾಡಾನೆ ದಾಳಿಗೆ ತುತ್ತಾದ ದುರ್ದೈವಿ. ಯುವಕ ಕಳೆದ ಹಲವು ದಿನಗಳಿಂದ ಅರಣ್ಯ ಇಲಾಖೆಯಲ್ಲಿ ಹೊರಗುತ್ತಿಗೆ ನೌಕರನಾಗಿ ಕರ್ತವ್ಯ ನಿರ್ವಹಿಸುತ್ತಿದ್ದನು. ಮಂಗಳವಾರ ಮಧ್ಯಾಹ್ನ ಸುಮಾರು 3.30ರ ಸಮಯದಲ್ಲಿ ಕಬ್ಬಾಳು ಅರಣ್ಯ ಪ್ರದೇಶದಲ್ಲಿ ಬೀಡುಬಿಟ್ಟಿದ್ದ ಕಾಡಾನೆ ಹಿಂಡನ್ನು ಕಾಡಿಗೆ ಅಟ್ಟಲು ಸುಮಾರು 20 ಜನ ಸಹೋದ್ಯೋಗಿಗಳ ಜೊತೆ ತೆರಳಿದ್ದು ಆನೆಗಳ ಹಿಂಡನ್ನು ಓಡಿಸುವ ವೇಳೆ ಒಂದು ಆನೆ ಏಕಾಏಕಿ ಶ್ರೇಯಸ್ ಮೇಲೆ ದಾಳಿ ಮಾಡಿದೆ. ಪರಿಣಾಮ ತೀವ್ರ ಗಾಯಗೊಂಡ ಆತನನ್ನು ನಗರದ ಸಾರ್ವಜನಿಕ ಆಸ್ಪತ್ರೆಗೆ ದಾಖಲಿಸಿ ಚಿಕಿತ್ಸೆ ಕೊಡಿಸಿ ಹೆಚ್ಚಿನ ಚಿಕಿತ್ಸೆಗಾಗಿ ಕರೆದೊಯ್ಯುವ ವೇಳೆ ಮಾರ್ಗ ಮಧ್ಯದಲ್ಲೇ ಅಸುನೀಗಿದ್ದಾನೆ ಎಂದು ತಿಳಿದುಬಂದಿದೆ. ಘಟನೆ ನಡೆದ ಸ್ಥಳಕ್ಕೆ ಜಿಲ್ಲಾ ಡಿ ಎಫ್ ಓ ರಾಮಕೃಷ್ಣಪ್ಪ, ಎ ಸಿ ಎಫ್ ಪ್ರೀತಮ್, ಆರ್ ಎಫ್ ಓ ಹಾಗೂ ಸಿಬ್ಬಂದಿ ಭೇಟಿ ನೀಡಿ ಪರಿಶೀಲನೆ ನಡೆಸಿದರು. ಕನಕಪುರ ಗ್ರಾಮಾಂತರ ಪೊಲೀಸ್ ಠಾಣೆಯಲ್ಲಿ ಪ್ರಕರಣ ದಾಖಲಾಗಿದೆ. [44,791,383,1029]
photo-bank-meeting [1142,715,1522,808]
divider-prabhu [401,1282,1136,1283]
story-angaraka [35,110,392,697]
photo-sanghatane-event [44,1682,383,1862]
lamp-icon [881,1466,896,1600]
page-number: 3 [41,17,85,92]
